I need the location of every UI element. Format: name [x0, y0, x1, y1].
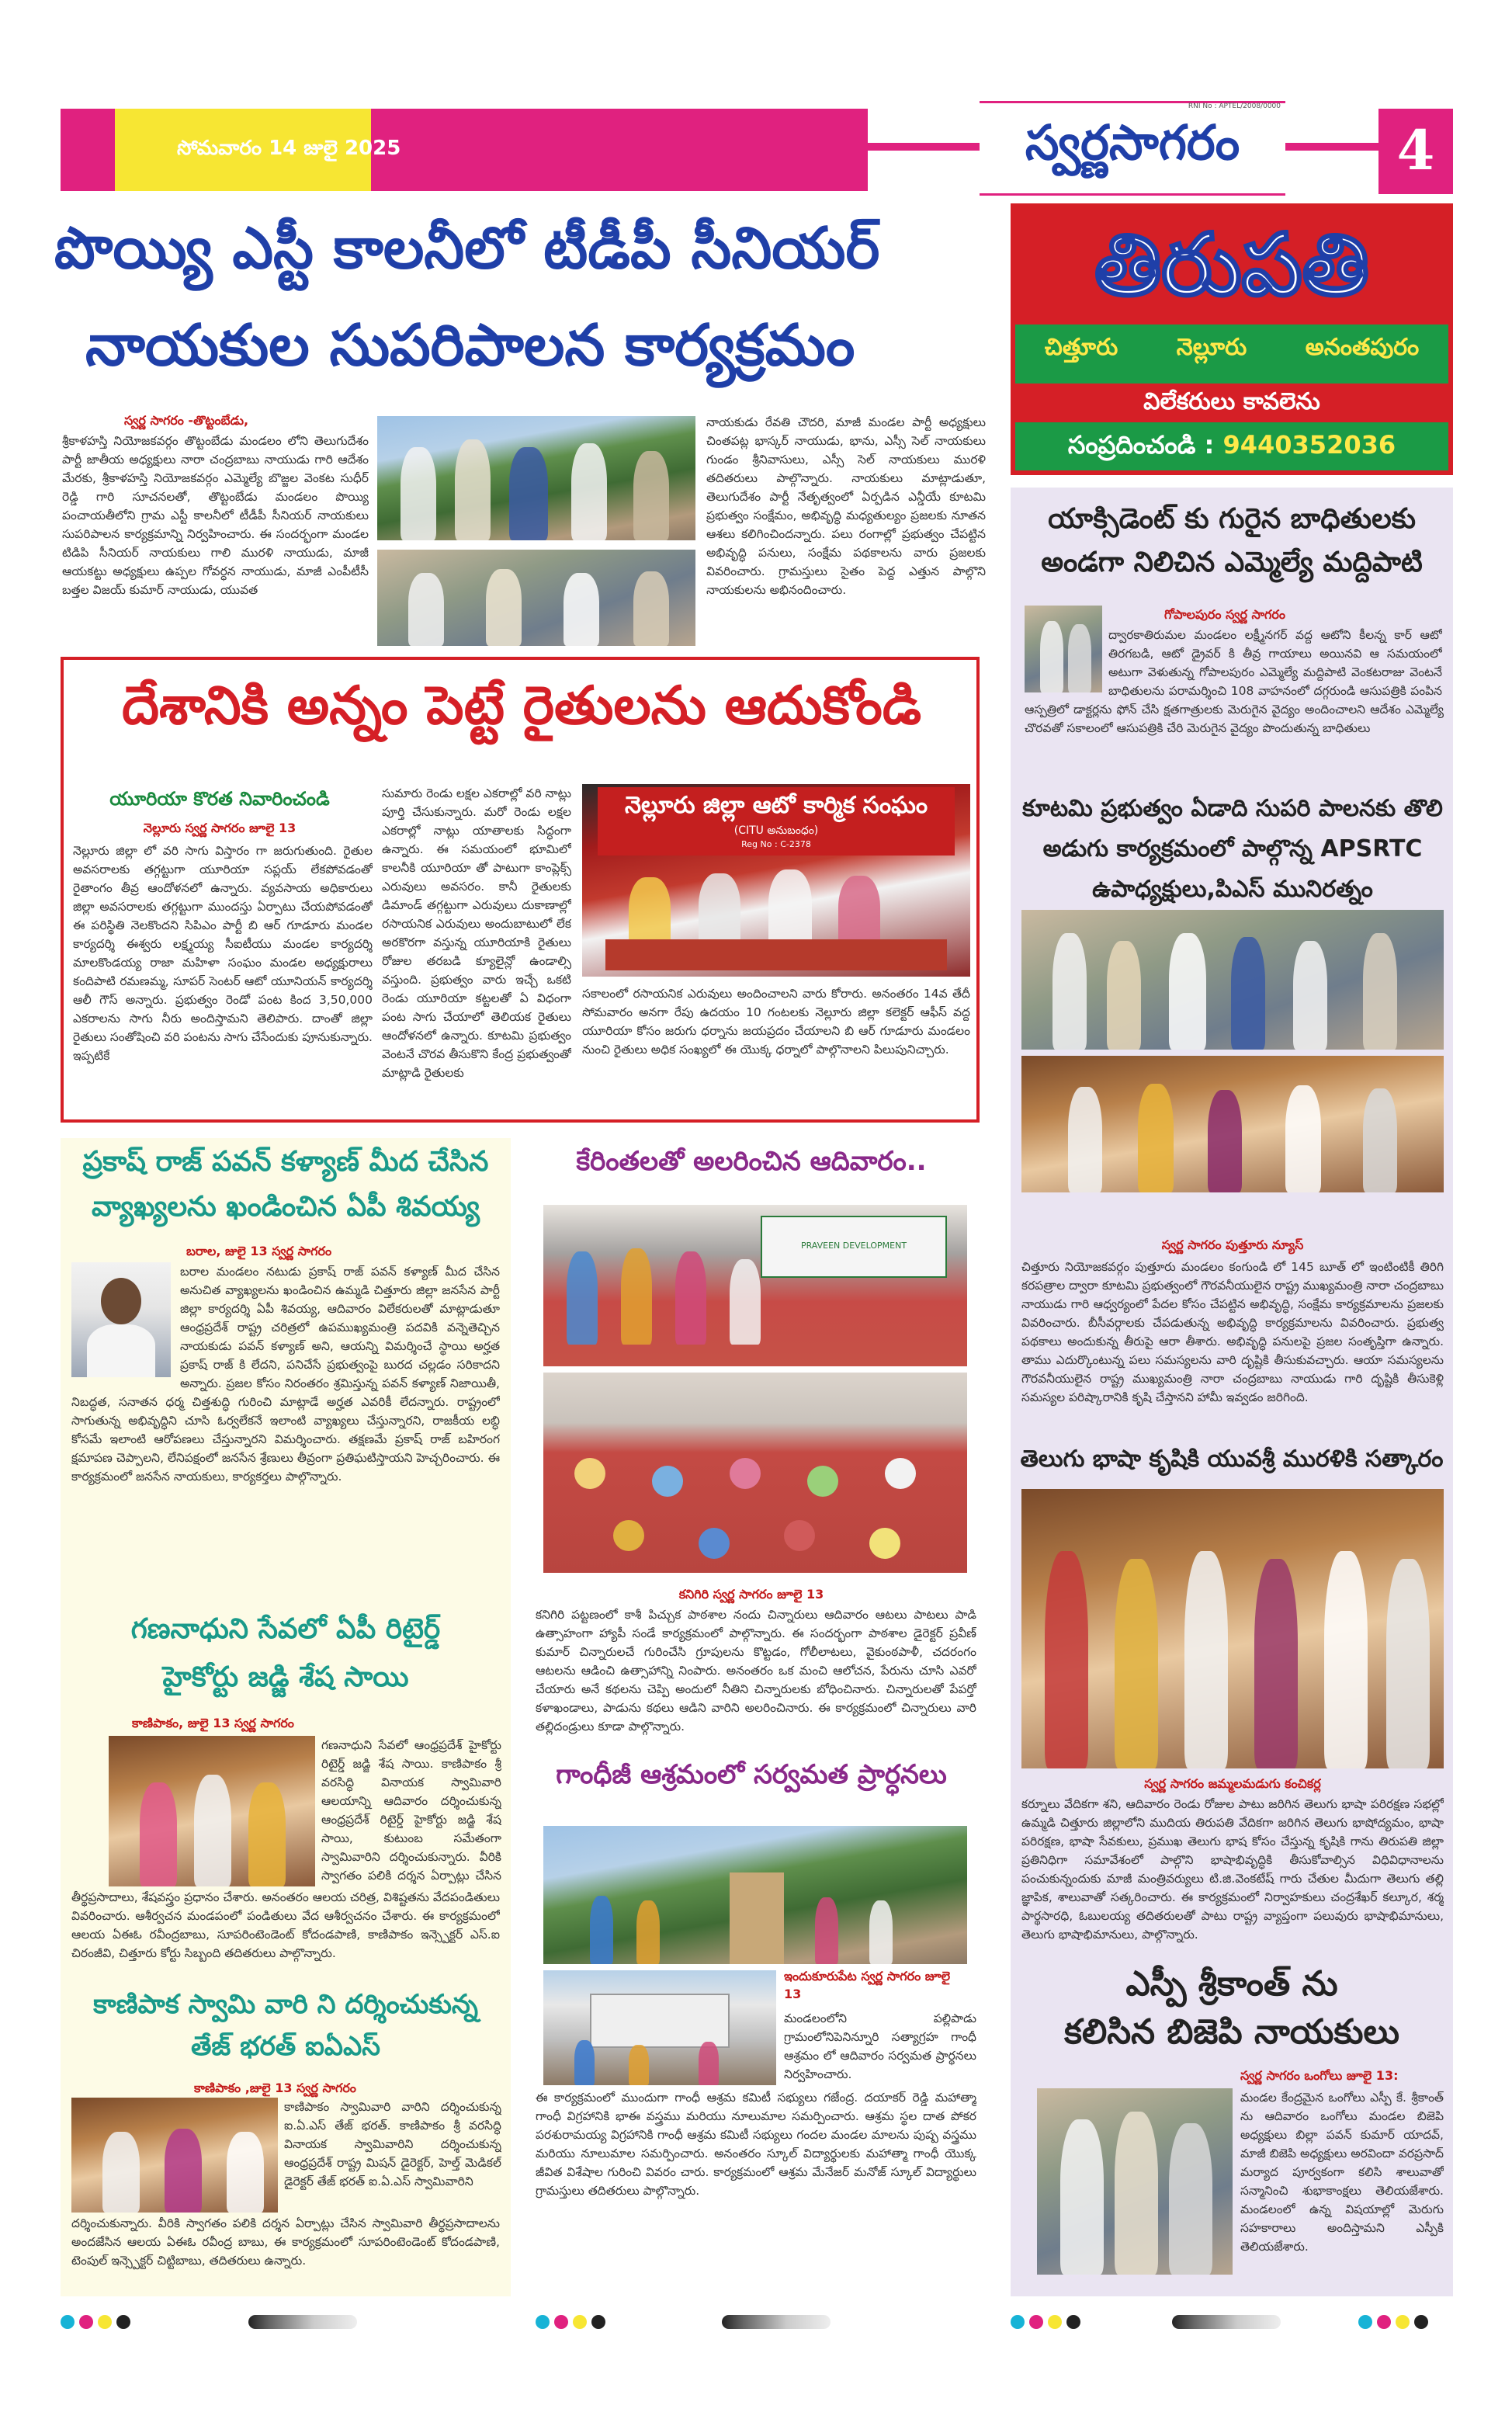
kerintha-body: కనిగిరి పట్టణంలో కాశీ పిచ్చుక పాఠశాల నందు చిన్నారులు ఆదివారం ఆటలు పాటలు పాడి ఉత్సాహంగా హ్యాపీ సండే కార్యక్రమంలో పాల్గొన్నారు. ఈ సందర్భంగా పాఠశాల డైరెక్టర్ ప్రవీణ్ కుమార్ చిన్నారులచే గురించేసి గ్రూపులను కొట్టడం, గోలీలాటలు, వైకుంఠపాళీ, చదరంగం ఆటలను ఆడించి ఉత్సాహాన్ని నింపారు. అనంతరం ఒక మంచి ఆలోచన, పేరును చూసి ఎవరో చేయారు అనే కథలను చెప్పి అందులో నీతిని చిన్నారులకు బోధించినారు. చిన్నారులతో పేపర్తో కళాఖండాలు, పాడును కథలు ఆడిని వారిని అలరించినారు. ఈ కార్యక్రమంలో చిన్నారులు వారి తల్లిదండ్రులు కూడా పాల్గొన్నారు.	[536, 1608, 976, 1734]
kerintha-headline: కేరింతలతో అలరించిన ఆదివారం..	[576, 1146, 927, 1177]
accident-dateline: గోపాలపురం స్వర్ణ సాగరం	[1164, 607, 1285, 622]
accident-column: ద్వారకాతిరుమల మండలం లక్ష్మీనగర్ వద్ద ఆటోని కీలన్న కార్ ఆటో తిరగబడి, ఆటో డ్రైవర్ కి తీవ్ర గాయాలు అయినవి ఆ సమయంలో అటుగా వెళుతున్న గోపాలపురం ఎమ్మెల్యే మద్దిపాటి వెంకటరాజు వెంటనే బాధితులను పరామర్శించి 108 వాహనంలో దగ్గరుండి ఆసుపత్రికి పంపిన	[1108, 628, 1442, 698]
gandhi-body: ఈ కార్యక్రమంలో ముందుగా గాంధీ ఆశ్రమ కమిటీ సభ్యులు గజేంద్ర. దయాకర్ రెడ్డి మహాత్మా గాంధీ విగ్రహానికి భాఈ వస్త్రము మరియు నూలుమాల సమర్పించారు. ఆశ్రమ స్థల దాత పోకర పరశురామయ్య విగ్రహానికి గాంధీ ఆశ్రమ కమిటీ సభ్యులు గందల మండల మాలను పుష్ప వస్త్రము మరియు నూలుమాల సమర్పించారు. అనంతరం స్కూల్ విద్యార్థులకు మహాత్మా గాంధీ యొక్క జీవిత విశేషాల గురించి వివరం చారు. కార్యక్రమంలో ఆశ్రమ మేనేజర్ మనోజ్ స్కూల్ విద్యార్థులు గ్రామస్తులు తదితరులు పాల్గొన్నారు.	[536, 2091, 976, 2198]
apsrtc-photo-top	[1021, 910, 1444, 1050]
kerintha-banner-text: PRAVEEN DEVELOPMENT	[800, 1241, 907, 1251]
ganesh-dateline: కాణిపాకం, జులై 13 స్వర్ణ సాగరం	[132, 1716, 294, 1730]
ganesh-photo	[109, 1736, 315, 1886]
masthead-date: సోమవారం 14 జులై 2025	[177, 137, 401, 160]
ganesh-headline-2: హైకోర్టు జడ్జి శేష సాయి	[162, 1661, 409, 1693]
contact-label: సంప్రదించండి :	[1067, 430, 1215, 460]
kerintha-photo-bottom	[543, 1373, 967, 1573]
telugu-dateline: స్వర్ణ సాగరం జమ్మలమడుగు కంచికర్ల	[1144, 1776, 1321, 1791]
gandhi-photo-top	[543, 1826, 967, 1964]
telugu-photo	[1021, 1489, 1444, 1768]
accident-headline-2: అండగా నిలిచిన ఎమ్మెల్యే మద్దిపాటి	[1041, 547, 1423, 578]
ganesh-column: గణనాధుని సేవలో ఆంధ్రప్రదేశ్ హైకోర్టు రిటైర్డ్ జడ్జి శేష సాయి. కాణిపాకం శ్రీ వరసిద్ధి వినాయక స్వామివారి ఆలయాన్ని ఆదివారం దర్శించుకున్న ఆంధ్రప్రదేశ్ రిటైర్డ్ హైకోర్టు జడ్జి శేష సాయి, కుటుంబ సమేతంగా స్వామివారిని దర్శించుకున్నారు. వీరికి స్వాగతం పలికి దర్శన ఏర్పాట్లు చేసిన	[321, 1738, 501, 1883]
bjp-headline-2: కలిసిన బిజెపి నాయకులు	[1064, 2012, 1399, 2052]
lead-column-2: నాయకుడు రేవతి చౌదరి, మాజీ మండల పార్టీ అధ్యక్షులు చింతపట్ల భాస్కర్ నాయుడు, భాను, ఎస్సీ సెల్ నాయకులు గుండం శ్రీనివాసులు, ఎస్సీ సెల్ నాయకులు మురళి తదితరులు పాల్గొన్నారు. నాయకులు మాట్లాడుతూ, తెలుగుదేశం పార్టీ నేతృత్వంలో ఏర్పడిన ఎన్డీయే కూటమి ప్రభుత్వం సంక్షేమం, అభివృద్ధి మధ్యతుల్యం ప్రజలకు నూతన ఆశలు కలిగించిందన్నారు. పలు రంగాల్లో ప్రభుత్వం చేపట్టిన అభివృద్ధి పనులు, సంక్షేమ పథకాలను వారు ప్రజలకు వివరించారు. గ్రామస్తులు సైతం పెద్ద ఎత్తున పాల్గొని నాయకులను అభినందించారు.	[706, 415, 986, 597]
apsrtc-body: చిత్తూరు నియోజకవర్గం పుత్తూరు మండలం కంగుండి లో 145 బూత్ లో ఇంటింటికీ తిరిగి కరపత్రాల ద్వారా కూటమి ప్రభుత్వంలో గౌరవనీయులైన రాష్ట్ర ముఖ్యమంత్రి నారా చంద్రబాబు నాయుడు గారి ఆధ్వర్యంలో పేదల కోసం చేపట్టిన అభివృద్ధి, సంక్షేమ కార్యక్రమాలను ప్రజలకు వివరించారు. బీసీవర్గాలకు చేపడుతున్న అభివృద్ధి కార్యక్రమాలను వివరించారు. ప్రభుత్వ పథకాలు అందుకున్న తీరుపై ఆరా తీశారు. అభివృద్ధి పనులపై ప్రజల సంతృప్తిగా ఉన్నారు. తాము ఎదుర్కొంటున్న పలు సమస్యలను వారి దృష్టికి తీసుకువచ్చారు. ఆయా సమస్యలను గౌరవనీయులైన రాష్ట్ర ముఖ్యమంత్రి నారా చంద్రబాబు నాయుడు గారి దృష్టికి తీసుకెళ్లి సమస్యల పరిష్కారానికి కృషి చేస్తానని హామీ ఇవ్వడం జరిగింది.	[1021, 1260, 1444, 1404]
prakash-headline-1: ప్రకాష్ రాజ్ పవన్ కళ్యాణ్ మీద చేసిన	[82, 1146, 489, 1178]
page-number-box	[1378, 109, 1453, 194]
registration-bar-1	[248, 2315, 357, 2332]
accident-photo	[1025, 606, 1102, 692]
bjp-headline-1: ఎస్పీ శ్రీకాంత్ ను	[1125, 1964, 1338, 2004]
lead-photo-bottom	[377, 550, 695, 646]
tirupati-ad-districts	[1015, 334, 1448, 373]
lead-headline-2: నాయకుల సుపరిపాలన కార్యక్రమం	[85, 312, 855, 379]
masthead-logo	[980, 101, 1285, 196]
farmers-banner	[598, 787, 955, 856]
tirupati-ad-wanted: విలేకరులు కావలెను	[1143, 388, 1320, 415]
tirupati-ad-contact	[1015, 430, 1448, 466]
bjp-photo	[1037, 2088, 1233, 2275]
district-chittoor: చిత్తూరు	[1044, 334, 1118, 361]
masthead-divider-right	[1285, 143, 1378, 151]
district-nellore: నెల్లూరు	[1176, 334, 1247, 361]
farmers-column-2: సుమారు రెండు లక్షల ఎకరాల్లో వరి నాట్లు పూర్తి చేసుకున్నారు. మరో రెండు లక్షల ఎకరాల్లో నాట్లు యాతాలకు సిద్ధంగా ఉన్నారు. ఈ సమయంలో భూమిలో కాలనీకి యూరియా తో పాటుగా కాంప్లెక్స్ ఎరువులు అవసరం. కానీ రైతులకు డిమాండ్ తగ్గట్టుగా ఎరువులు దుకాణాల్లో రసాయనిక ఎరువులు అందుబాటులో లేక అరకొరగా వస్తున్న యూరియాకి రైతులు రోజుల తరబడి క్యూలైన్లో ఉండాల్సి వస్తుంది. ప్రభుత్వం వారు ఇచ్చే ఒకటి రెండు యూరియా కట్టలతో ఏ విధంగా పంట సాగు చేయాలో తెలియక రైతులు ఆందోళనలో ఉన్నారు. కూటమి ప్రభుత్వం వెంటనే చొరవ తీసుకొని కేంద్ర ప్రభుత్వంతో మాట్లాడి రైతులకు	[382, 786, 571, 1080]
apsrtc-dateline: స్వర్ణ సాగరం పుత్తూరు న్యూస్	[1161, 1237, 1304, 1252]
tej-body: దర్శించుకున్నారు. వీరికి స్వాగతం పలికి దర్శన ఏర్పాట్లు చేసిన స్వామివారి తీర్థప్రసాదాలను అందజేసిన ఆలయ ఏఈఓ రవీంద్ర బాబు, ఈ కార్యక్రమంలో సూపరింటెండెంట్ కోదండపాణి, టెంపుల్ ఇన్స్పెక్టర్ చిట్టిబాబు, తదితరులు ఉన్నారు.	[71, 2216, 500, 2268]
farmers-photo	[582, 784, 970, 977]
prakash-photo-spacer	[71, 1262, 180, 1383]
farmers-column-3: సకాలంలో రసాయనిక ఎరువులు అందించాలని వారు కోరారు. అనంతరం 14వ తేదీ సోమవారం అనగా రేపు ఉదయం 10 గంటలకు నెల్లూరు జిల్లా కలెక్టర్ ఆఫీస్ వద్ద యూరియా కోసం జరుగు ధర్నాను జయప్రదం చేయాలని బి ఆర్ గూడూరు మండలం నుంచి రైతులు అధిక సంఖ్యలో ఈ యొక్క ధర్నాలో పాల్గొనాలని పిలుపునిచ్చారు.	[582, 987, 970, 1057]
ganesh-headline-1: గణనాధుని సేవలో ఏపీ రిటైర్డ్	[130, 1613, 441, 1645]
farmers-dateline: నెల్లూరు స్వర్ణ సాగరం జూలై 13	[143, 821, 297, 835]
tirupati-ad-title: తిరుపతి	[1094, 215, 1369, 314]
tirupati-ad-title-band	[1015, 208, 1448, 325]
paper-name: స్వర్ణసాగరం	[1025, 114, 1240, 171]
kerintha-school-banner	[761, 1216, 947, 1278]
telugu-headline: తెలుగు భాషా కృషికి యువశ్రీ మురళికి సత్కారం	[1020, 1446, 1444, 1473]
tej-headline-2: తేజ్ భరత్ ఐఏఎస్	[190, 2031, 381, 2062]
lead-headline-1: పొయ్యి ఎస్టీ కాలనీలో టీడీపీ సీనియర్	[54, 215, 880, 282]
farmers-banner-title: నెల్లూరు జిల్లా ఆటో కార్మిక సంఘం	[624, 792, 928, 819]
gandhi-headline: గాంధీజీ ఆశ్రమంలో సర్వమత ప్రార్ధనలు	[556, 1759, 947, 1790]
gandhi-photo-bottom	[543, 1970, 776, 2085]
registration-bar-2	[722, 2315, 831, 2332]
prakash-body: బరాల మండలం నటుడు ప్రకాష్ రాజ్ పవన్ కళ్యాణ్ మీద చేసిన అనుచిత వ్యాఖ్యలను ఖండించిన ఉమ్మడి చిత్తూరు జిల్లా జనసేన పార్టీ జిల్లా కార్యదర్శి ఏపీ శివయ్య, ఆదివారం విలేకరులతో మాట్లాడుతూ ఆంధ్రప్రదేశ్ రాష్ట్ర చరిత్రలో ఉపముఖ్యమంత్రి పదవికి వన్నెతెచ్చిన నాయకుడు పవన్ కళ్యాణ్ అని, ఆయన్ని విమర్శించే స్థాయి అర్హత ప్రకాష్ రాజ్ కి లేదని, పనిచేసే ప్రభుత్వంపై బురద చల్లడం సరికాదని అన్నారు. ప్రజల కోసం నిరంతరం శ్రమిస్తున్న పవన్ కళ్యాణ్ నిజాయితీ, నిబద్ధత, సనాతన ధర్మ చిత్తశుద్ధి గురించి మాట్లాడే అర్హత ఎవరికీ లేదన్నారు. రాష్ట్రంలో సాగుతున్న అభివృద్ధిని చూసి ఓర్వలేకనే ఇలాంటి వ్యాఖ్యలు చేస్తున్నారని, రాజకీయ లబ్ధి కోసమే ఇలాంటి ఆరోపణలు చేస్తున్నారని విమర్శించారు. తక్షణమే ప్రకాష్ రాజ్ బహిరంగ క్షమాపణ చెప్పాలని, లేనిపక్షంలో జనసేన శ్రేణులు తీవ్రంగా ప్రతిఘటిస్తాయని హెచ్చరించారు. ఈ కార్యక్రమంలో జనసేన నాయకులు, కార్యకర్తలు పాల్గొన్నారు.	[71, 1262, 500, 1607]
gandhi-column: మండలంలోని పల్లిపాడు గ్రామంలోనిపెనిన్నూరి సత్యాగ్రహ గాంధీ ఆశ్రమం లో ఆదివారం సర్వమత ప్రార్థనలు నిర్వహించారు.	[784, 2011, 976, 2081]
registration-dots-4	[1358, 2315, 1433, 2332]
masthead-divider	[868, 143, 980, 151]
farmers-column-1: నెల్లూరు జిల్లా లో వరి సాగు విస్తారం గా జరుగుతుంది. రైతుల అవసరాలకు తగ్గట్టుగా యూరియా సప్లయ్ లేకపోవడంతో రైతాంగం తీవ్ర ఆందోళనలో ఉన్నారు. వ్యవసాయ అధికారులు జిల్లా అవసరాలకు తగ్గట్టుగా ముందస్తు ఏర్పాటు చేయపోవడంతో ఈ పరిస్థితి నెలకొందని సిపిఎం పార్టీ బి ఆర్ గూడూరు మండల కార్యదర్శి ఈశ్వరు లక్ష్మయ్య సీఐటీయు మండల కార్యదర్శి మాలకొండయ్య రాజా మహిళా సంఘం మండల అధ్యక్షురాలు కందిపాటి రమణమ్మ, సూపర్ సెంటర్ ఆటో యూనియన్ కార్యదర్శి ఆలీ గౌస్ అన్నారు. ప్రభుత్వం రెండో పంట కింద 3,50,000 ఎకరాలను సాగు నీరు అందిస్తామని తెలిపారు. దాంతో జిల్లా రైతులు సంతోషించి వరి పంటను సాగు చేసేందుకు పూనుకున్నారు. ఇప్పటికే	[73, 844, 373, 1063]
registration-number: RNI No : APTEL/2008/0000	[1188, 102, 1281, 110]
masthead-date-bar	[61, 109, 868, 191]
farmers-banner-sub: (CITU అనుబంధం)	[733, 824, 819, 837]
registration-dots-3	[1011, 2315, 1085, 2332]
prakash-headline-2: వ్యాఖ్యలను ఖండించిన ఏపీ శివయ్య	[92, 1191, 480, 1223]
lead-dateline: స్వర్ణ సాగరం -తొట్టంబేడు,	[124, 413, 249, 428]
lead-photo-top	[377, 416, 695, 540]
farmers-subhead: యూరియా కొరత నివారించండి	[109, 788, 330, 810]
district-anantapur: అనంతపురం	[1305, 334, 1420, 361]
farmers-headline: దేశానికి అన్నం పెట్టే రైతులను ఆదుకోండి	[121, 675, 922, 737]
contact-phone[interactable]: 9440352036	[1222, 430, 1396, 460]
apsrtc-photo-bottom	[1021, 1056, 1444, 1192]
farmers-box	[61, 657, 980, 1123]
tej-column: కాణిపాకం స్వామివారి వారిని దర్శించుకున్న ఐ.ఏ.ఎస్ తేజ్ భరత్. కాణిపాకం శ్రీ వరసిద్ధి వినాయక స్వామివారిని దర్శించుకున్న ఆంధ్రప్రదేశ్ రాష్ట్ర మిషన్ డైరెక్టర్, హెల్త్ మెడికల్ డైరెక్టర్ తేజ్ భరత్ ఐ.ఏ.ఎస్ స్వామివారిని	[284, 2100, 501, 2188]
kerintha-dateline: కనిగిరి స్వర్ణ సాగరం జూలై 13	[678, 1587, 824, 1602]
bjp-column: మండల కేంద్రమైన ఒంగోలు ఎస్పీ కే. శ్రీకాంత్ ను ఆదివారం ఒంగోలు మండల బిజెపి అధ్యక్షులు బిల్లా పవన్ కుమార్ యాదవ్, మాజీ బిజెపి అధ్యక్షులు అరవిందా వరప్రసాద్ మర్యాద పూర్వకంగా కలిసి శాలువాతో సన్మానించి శుభాకాంక్షలు తెలియజేశారు. మండలంలో ఉన్న విషయాల్లో మెరుగు సహకారాలు అందిస్తామని ఎస్పీకి తెలియజేశారు.	[1240, 2091, 1444, 2254]
registration-bar-3	[1172, 2315, 1281, 2332]
tej-photo	[71, 2098, 278, 2213]
telugu-body: కర్నూలు వేదికగా శని, ఆదివారం రెండు రోజుల పాటు జరిగిన తెలుగు భాషా పరిరక్షణ సభల్లో ఉమ్మడి చిత్తూరు జిల్లాలోని ముదియ తిరుపతి వేదికగా జరిగిన తెలుగు భాషోద్యమం, భాషా పరిరక్షణ, భాషా సేవకులు, ప్రముఖ తెలుగు భాష కోసం చేస్తున్న కృషికి గాను తిరుపతి జిల్లా ప్రతినిధిగా సమావేశంలో పాల్గొని భాషాభివృద్ధికి తీసుకోవాల్సిన విధివిధానాలను పంచుకున్నందుకు మాజీ మంత్రివర్యులు టి.జి.వెంకటేష్ గారు చేతుల మీదుగా తెలుగు తల్లి జ్ఞాపిక, శాలువాతో సత్కరించారు. ఈ కార్యక్రమంలో నిర్వాహకులు చంద్రశేఖర్ కల్కూర, శర్మ పార్థసారధి, ఓబులయ్య తదితరులతో పాటు రాష్ట్ర వ్యాప్తంగా పలువురు భాషాభిమానులు, తెలుగు భాషాభిమానులు, పాల్గొన్నారు.	[1021, 1797, 1444, 1942]
prakash-dateline: బరాల, జులై 13 స్వర్ణ సాగరం	[186, 1244, 332, 1258]
accident-headline-1: యాక్సిడెంట్ కు గురైన బాధితులకు	[1048, 503, 1416, 535]
apsrtc-headline: కూటమి ప్రభుత్వం ఏడాది సుపరి పాలనకు తొలి అడుగు కార్యక్రమంలో పాల్గొన్న APSRTC ఉపాధ్యక్షులు,పిఎస్ మునిరత్నం	[1022, 795, 1443, 903]
bjp-dateline: స్వర్ణ సాగరం ఒంగోలు జూలై 13:	[1240, 2068, 1399, 2083]
page-number: 4	[1396, 118, 1435, 182]
tej-dateline: కాణిపాకం ,జులై 13 స్వర్ణ సాగరం	[194, 2081, 356, 2095]
tej-headline-1: కాణిపాక స్వామి వారి ని దర్శించుకున్న	[93, 1989, 478, 2020]
registration-dots-1	[61, 2315, 135, 2332]
farmers-banner-reg: Reg No : C-2378	[741, 839, 811, 849]
registration-dots-2	[536, 2315, 610, 2332]
ganesh-body: తీర్థప్రసాదాలు, శేషవస్త్రం ప్రధానం చేశారు. అనంతరం ఆలయ చరిత్ర, విశిష్టతను వేదపండితులు వివరించారు. ఆశీర్వచన మండపంలో పండితులు వేద ఆశీర్వచనం చేశారు. ఈ కార్యక్రమంలో ఆలయ ఏఈఓ రవీంద్రబాబు, సూపరింటెండెంట్ కోదండపాణి, కాణిపాకం ఇన్స్పెక్టర్ ఎస్.ఐ చిరంజీవి, చిత్తూరు కోర్టు సిబ్బంది తదితరులు పాల్గొన్నారు.	[71, 1890, 500, 1960]
tirupati-ad	[1011, 203, 1453, 475]
tirupati-ad-wanted-band	[1015, 384, 1448, 422]
lead-column-1: శ్రీకాళహస్తి నియోజకవర్గం తొట్టంబేడు మండలం లోని తెలుగుదేశం పార్టీ జాతీయ అధ్యక్షులు నారా చంద్రబాబు నాయుడు గారి ఆదేశం మేరకు, శ్రీకాళహస్తి నియోజకవర్గం ఎమ్మెల్యే బొజ్జల వెంకట సుధీర్ రెడ్డి గారి సూచనలతో, తొట్టంబేడు మండలం పొయ్యి పంచాయతీలోని గ్రామ ఎస్టీ కాలనీలో టీడీపీ సీనియర్ నాయకులు సుపరిపాలన కార్యక్రమాన్ని నిర్వహించారు. ఈ సందర్భంగా మండల టిడిపి సీనియర్ నాయకులు గాలి మురళి నాయుడు, మాజీ ఆయకట్టు అధ్యక్షులు ఉప్పల గోవర్ధన నాయుడు, మాజీ ఎంపీటీసీ బత్తల విజయ్ కుమార్ నాయుడు, యువత	[62, 434, 369, 597]
kerintha-photo-top	[543, 1205, 967, 1366]
accident-body: ఆస్పత్రిలో డాక్టర్లను ఫోన్ చేసి క్షతగాత్రులకు మెరుగైన వైద్యం అందించాలని ఆదేశం ఎమ్మెల్యే చొరవతో సకాలంలో ఆసుపత్రికి చేరి మెరుగైన వైద్యం పొందుతున్న బాధితులు	[1025, 703, 1444, 735]
gandhi-dateline: ఇందుకూరుపేట స్వర్ణ సాగరం జూలై 13	[784, 1969, 951, 2001]
